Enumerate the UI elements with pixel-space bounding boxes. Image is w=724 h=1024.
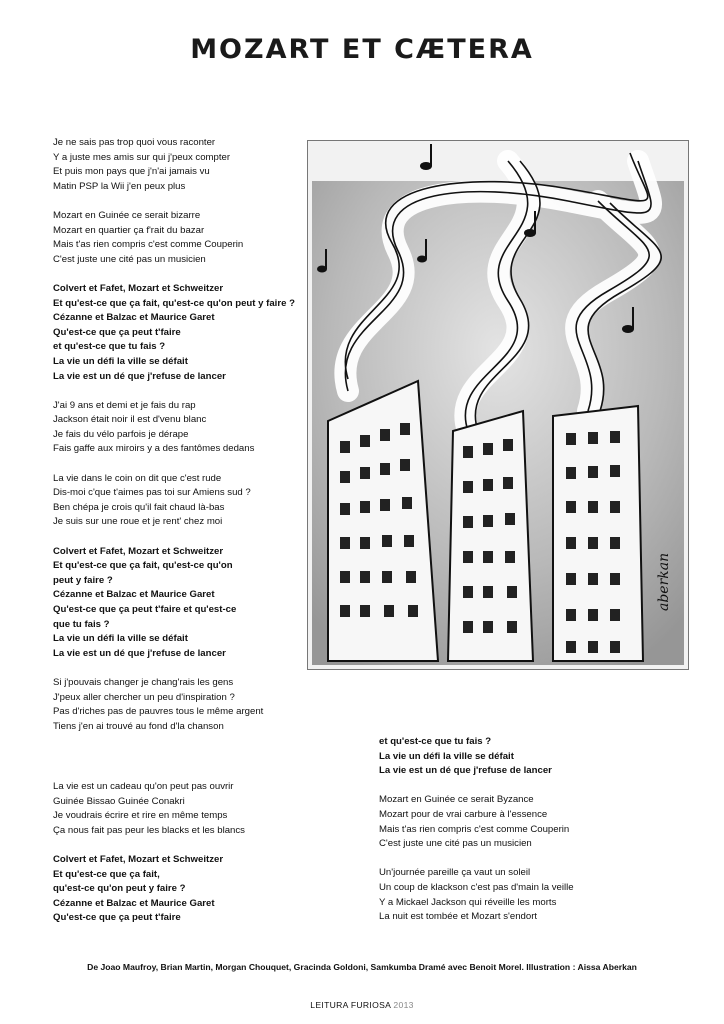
- verse-line: Mais t'as rien compris c'est comme Couperin: [53, 239, 244, 251]
- verse-line: C'est juste une cité pas un musicien: [379, 838, 532, 850]
- lyrics-column-left: [53, 136, 303, 749]
- illustration: [307, 140, 689, 670]
- artist-signature: aberkan: [656, 552, 672, 611]
- verse-line: Colvert et Fafet, Mozart et Schweitzer: [53, 853, 224, 865]
- footer: [0, 1000, 724, 1010]
- stanza: [53, 472, 303, 530]
- stanza: [53, 399, 303, 457]
- stanza: [379, 735, 679, 779]
- stanza: [53, 136, 303, 194]
- verse-line: J'ai 9 ans et demi et je fais du rap: [53, 399, 196, 411]
- verse-line: Un'journée pareille ça vaut un soleil: [379, 867, 531, 879]
- verse-line: Fais gaffe aux miroirs y a des fantômes dedans: [53, 443, 255, 455]
- verse-line: Cézanne et Balzac et Maurice Garet: [53, 589, 215, 601]
- verse-line: peut y faire ?: [53, 574, 113, 586]
- verse-line: Colvert et Fafet, Mozart et Schweitzer: [53, 282, 224, 294]
- verse-line: Mozart en quartier ça f'rait du bazar: [53, 224, 205, 236]
- verse-line: Mozart pour de vrai carbure à l'essence: [379, 808, 548, 820]
- page-title: MOZART ET CÆTERA: [190, 34, 534, 65]
- verse-line: Qu'est-ce que ça peut t'faire: [53, 912, 181, 924]
- verse-line: La vie un défi la ville se défait: [379, 750, 514, 762]
- verse-line: Matin PSP la Wii j'en peux plus: [53, 180, 186, 192]
- verse-line: Et qu'est-ce que ça fait,: [53, 868, 160, 880]
- verse-line: La vie un défi la ville se défait: [53, 355, 188, 367]
- stanza: [53, 209, 303, 267]
- verse-line: Tiens j'en ai trouvé au fond d'la chanson: [53, 720, 224, 732]
- verse-line: Je suis sur une roue et je rent' chez moi: [53, 516, 223, 528]
- verse-line: La vie un défi la ville se défait: [53, 633, 188, 645]
- verse-line: Je fais du vélo parfois je dérape: [53, 428, 189, 440]
- verse-line: Et qu'est-ce que ça fait, qu'est-ce qu'on: [53, 560, 233, 572]
- publication-name: LEITURA FURIOSA: [310, 1000, 391, 1010]
- verse-line: Cézanne et Balzac et Maurice Garet: [53, 897, 215, 909]
- verse-line: Jackson était noir il est d'venu blanc: [53, 414, 207, 426]
- verse-line: Guinée Bissao Guinée Conakri: [53, 795, 185, 807]
- stanza: [53, 780, 303, 838]
- verse-line: Y a juste mes amis sur qui j'peux compter: [53, 151, 231, 163]
- verse-line: Qu'est-ce que ça peut t'faire: [53, 326, 181, 338]
- verse-line: Colvert et Fafet, Mozart et Schweitzer: [53, 545, 224, 557]
- verse-line: La vie dans le coin on dit que c'est rude: [53, 472, 222, 484]
- verse-line: Et puis mon pays que j'n'ai jamais vu: [53, 166, 210, 178]
- credits: De Joao Maufroy, Brian Martin, Morgan Chouquet, Gracinda Goldoni, Samkumba Dramé avec Benoit Morel. Illustration : Aissa Aberkan: [87, 962, 637, 972]
- verse-line: et qu'est-ce que tu fais ?: [379, 736, 492, 747]
- verse-line: La vie est un dé que j'refuse de lancer: [53, 370, 226, 382]
- verse-line: La vie est un cadeau qu'on peut pas ouvrir: [53, 781, 234, 792]
- stanza: [53, 282, 303, 384]
- verse-line: Mozart en Guinée ce serait bizarre: [53, 209, 201, 221]
- verse-line: Qu'est-ce que ça peut t'faire et qu'est-ce: [53, 604, 237, 615]
- verse-line: que tu fais ?: [53, 618, 110, 630]
- city-music-drawing: [308, 141, 688, 669]
- verse-line: Mais t'as rien compris c'est comme Couperin: [379, 823, 570, 835]
- stanza: [379, 866, 679, 924]
- verse-line: Et qu'est-ce que ça fait, qu'est-ce qu'on peut y faire ?: [53, 297, 295, 309]
- verse-line: Si j'pouvais changer je chang'rais les gens: [53, 676, 234, 688]
- publication-year: 2013: [393, 1000, 414, 1010]
- verse-line: Mozart en Guinée ce serait Byzance: [379, 794, 534, 806]
- verse-line: J'peux aller chercher un peu d'inspiration ?: [53, 691, 235, 703]
- verse-line: Y a Mickael Jackson qui réveille les morts: [379, 896, 557, 908]
- verse-line: et qu'est-ce que tu fais ?: [53, 341, 166, 353]
- verse-line: Cézanne et Balzac et Maurice Garet: [53, 312, 215, 324]
- verse-line: La vie est un dé que j'refuse de lancer: [53, 647, 226, 659]
- stanza: [53, 853, 303, 926]
- verse-line: La vie est un dé que j'refuse de lancer: [379, 765, 552, 777]
- verse-line: Pas d'riches pas de pauvres tous le même argent: [53, 706, 264, 718]
- verse-line: Un coup de klackson c'est pas d'main la veille: [379, 881, 574, 893]
- verse-line: Ben chépa je crois qu'il fait chaud là-bas: [53, 501, 225, 513]
- verse-line: Je ne sais pas trop quoi vous raconter: [53, 137, 216, 148]
- verse-line: Ça nous fait pas peur les blacks et les blancs: [53, 824, 245, 836]
- verse-line: Je voudrais écrire et rire en même temps: [53, 810, 228, 822]
- stanza: [53, 545, 303, 662]
- verse-line: Dis-moi c'que t'aimes pas toi sur Amiens sud ?: [53, 487, 251, 499]
- verse-line: qu'est-ce qu'on peut y faire ?: [53, 883, 186, 895]
- lyrics-column-left-bottom: [53, 780, 303, 941]
- verse-line: La nuit est tombée et Mozart s'endort: [379, 911, 538, 923]
- stanza: [379, 793, 679, 851]
- lyrics-column-right: [379, 735, 679, 939]
- stanza: [53, 676, 303, 734]
- verse-line: C'est juste une cité pas un musicien: [53, 253, 206, 265]
